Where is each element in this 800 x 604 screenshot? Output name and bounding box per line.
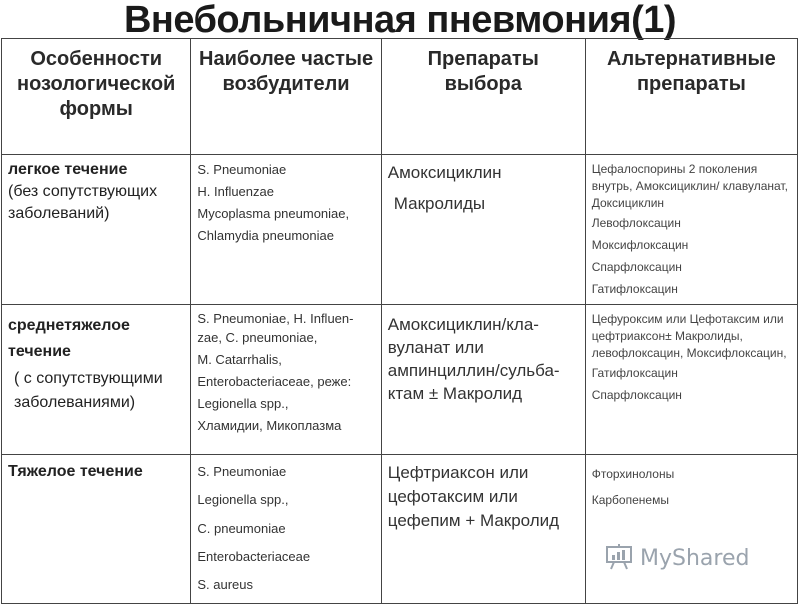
alternative-item: Левофлоксацин — [591, 216, 681, 230]
form-comorbidity: (без сопутствующих заболеваний) — [8, 183, 158, 222]
page-title: Внебольничная пневмония(1) — [123, 0, 677, 41]
pathogen-item: S. aureus — [197, 577, 254, 592]
form-severity: легкое течение — [8, 161, 128, 178]
cell-alternatives — [585, 305, 797, 455]
form-comorbidity: ( с сопутствующими заболеваниями) — [14, 370, 163, 411]
pathogen-item: Chlamydia pneumoniae — [197, 228, 334, 243]
cell-drugs — [381, 455, 585, 604]
cell-alternatives — [585, 155, 797, 305]
cell-alternatives — [585, 455, 797, 604]
alternative-item: Цефуроксим или Цефотаксим или цефтриаксон± Макролиды, левофлоксацин, Моксифлоксацин, — [591, 312, 787, 360]
cell-form — [2, 155, 191, 305]
pathogen-item: M. Catarrhalis, — [197, 352, 282, 367]
pathogen-item: Enterobacteriaceae — [197, 549, 311, 564]
pathogen-item: C. pneumoniae — [197, 521, 286, 536]
pathogen-item: S. Pneumoniae, H. Influen-zae, C. pneumoniae, — [197, 311, 354, 345]
table-row — [2, 455, 798, 604]
pathogen-item: Enterobacteriaceae, реже: — [197, 374, 352, 389]
header-drugs: Препараты выбора — [381, 39, 585, 155]
alternative-item: Моксифлоксацин — [591, 238, 689, 252]
pathogen-item: S. Pneumoniae — [197, 162, 287, 177]
alternative-item: Спарфлоксацин — [591, 260, 682, 274]
cell-form — [2, 455, 191, 604]
cell-pathogens — [191, 155, 381, 305]
cell-form — [2, 305, 191, 455]
pneumonia-table — [1, 38, 798, 604]
header-form: Особенности нозологической формы — [2, 39, 191, 155]
alternative-item: Цефалоспорины 2 поколения внутрь, Амоксициклин/ клавуланат, Доксициклин — [591, 162, 788, 210]
alternative-item: Гатифлоксацин — [591, 282, 678, 296]
watermark-text: MyShared — [640, 545, 750, 571]
alternative-item: Гатифлоксацин — [591, 366, 678, 380]
pathogen-item: H. Influenzae — [197, 184, 274, 199]
pathogen-item: Legionella spp., — [197, 492, 289, 507]
table-row — [2, 155, 798, 305]
pathogen-item: Legionella spp., — [197, 396, 289, 411]
header-alternatives: Альтернативные препараты — [585, 39, 797, 155]
header-pathogens: Наиболее частые возбудители — [191, 39, 381, 155]
table-row — [2, 305, 798, 455]
alternative-item: Фторхинолоны — [591, 467, 675, 481]
presentation-board-icon — [604, 541, 634, 576]
form-severity: среднетяжелое течение — [8, 317, 130, 360]
form-severity: Тяжелое течение — [8, 463, 143, 480]
alternative-item: Карбопенемы — [591, 493, 669, 507]
cell-pathogens — [191, 305, 381, 455]
cell-pathogens — [191, 455, 381, 604]
pathogen-item: Хламидии, Микоплазма — [197, 418, 342, 433]
drug-item: Амоксициклин/кла-вуланат или ампинциллин/сульба-ктам ± Макролид — [387, 315, 560, 403]
cell-drugs — [381, 155, 585, 305]
pathogen-item: S. Pneumoniae — [197, 464, 287, 479]
alternative-item: Спарфлоксацин — [591, 388, 682, 402]
drug-item: Амоксициклин — [387, 163, 502, 182]
pathogen-item: Mycoplasma pneumoniae, — [197, 206, 350, 221]
table-header-row — [2, 39, 798, 155]
cell-drugs — [381, 305, 585, 455]
watermark — [604, 540, 774, 576]
drug-item: Макролиды — [393, 194, 486, 213]
drug-item: Цефтриаксон или цефотаксим или цефепим + Макролид — [387, 463, 560, 530]
